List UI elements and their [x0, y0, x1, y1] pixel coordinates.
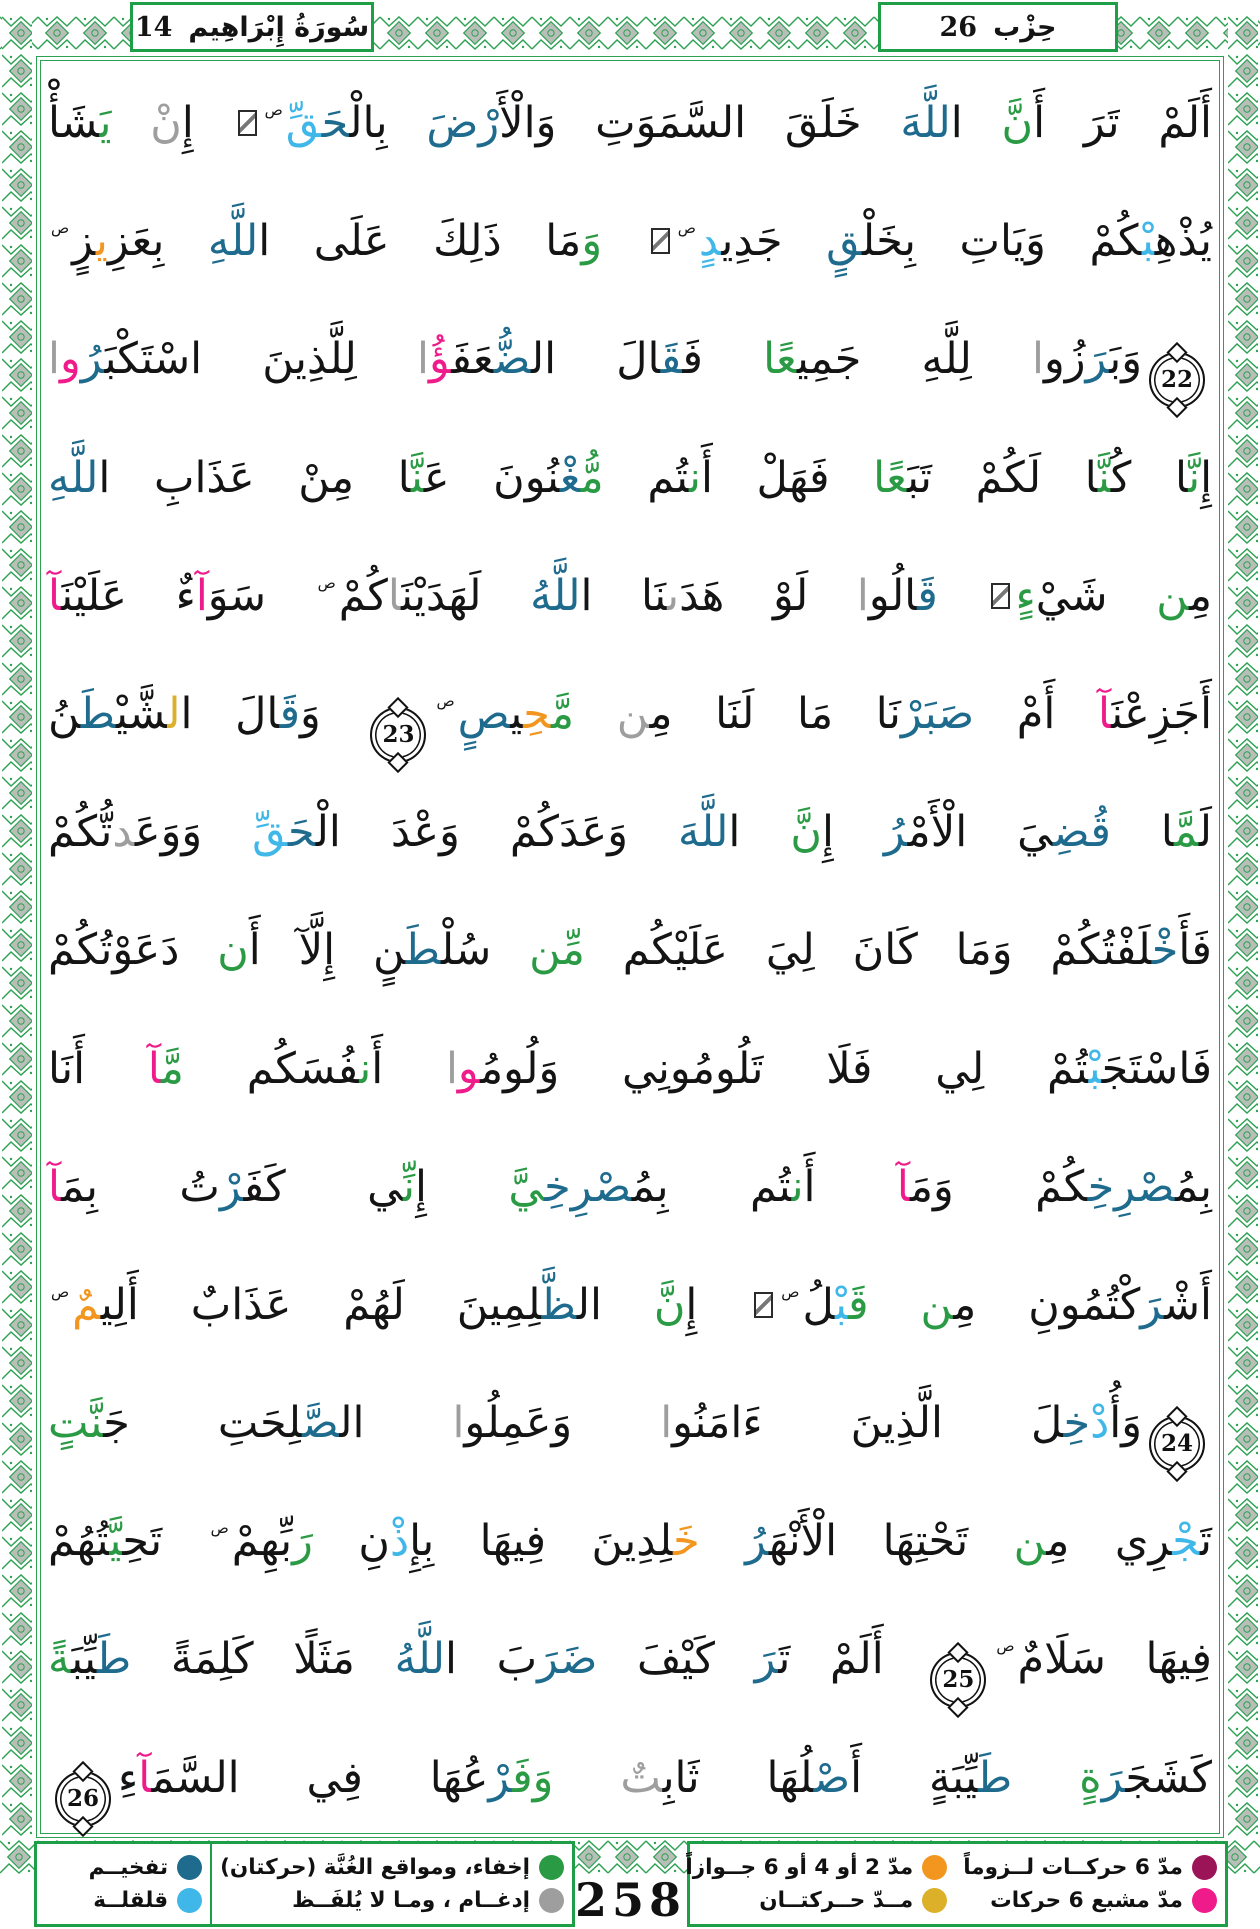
ayah-marker: 26 [55, 1771, 111, 1827]
tajweed-segment: تُم [603, 452, 689, 503]
tajweed-segment: رُ [80, 334, 105, 385]
legend-color-dot-icon [539, 1888, 564, 1913]
ayah-marker: 25 [930, 1652, 986, 1708]
right-border-ornament [1228, 14, 1258, 1876]
tajweed-segment: تٌ [620, 1752, 663, 1803]
tajweed-segment: كُمْ وَيَاتِ بِخَلْ [862, 216, 1142, 267]
tajweed-segment: للَّهُ [530, 570, 581, 621]
tajweed-segment: تُهُمْ [48, 1516, 110, 1567]
legend-item [220, 1888, 564, 1913]
waqf-sign: ص [210, 1519, 229, 1538]
legend-column [955, 1844, 1225, 1924]
tajweed-segment: دٍ [698, 216, 722, 267]
tajweed-segment: رْ [219, 1161, 244, 1212]
hizb-header-box [878, 2, 1118, 52]
tajweed-segment: لِدِينَ فِيهَا بِإِ [409, 1516, 674, 1567]
surah-header-box [130, 2, 374, 52]
tajweed-segment: وَعَمِلُو [464, 1398, 661, 1449]
ayah-marker: 22 [1149, 352, 1205, 408]
tajweed-segment: كُمْ وَمَ [910, 1161, 1088, 1212]
tajweed-segment: آ [1098, 688, 1112, 739]
tajweed-segment: الَ ال [531, 334, 661, 385]
tajweed-segment: ي [95, 216, 108, 267]
tajweed-segment: حِ [523, 688, 552, 739]
verse-separator-icon [754, 1292, 773, 1318]
tajweed-segment: لَفْتُكُمْ وَمَا كَانَ لِيَ عَلَيْكُم [584, 925, 1152, 976]
tajweed-segment: رَ [1140, 1279, 1165, 1330]
mushaf-line [48, 64, 1212, 182]
tajweed-segment: ن [616, 688, 650, 739]
legend-item [89, 1888, 202, 1913]
mushaf-line [48, 1128, 1212, 1246]
waqf-sign: ص [264, 101, 283, 119]
tajweed-segment: وَوَعَ [134, 807, 253, 858]
tajweed-segment: ضُّ [493, 334, 532, 385]
tajweed-segment: رْضَ [426, 98, 500, 148]
tajweed-segment: ن [359, 1043, 372, 1094]
tajweed-segment: ا [48, 334, 60, 385]
tajweed-segment: ا [452, 1398, 465, 1449]
tajweed-segment: رُ [883, 807, 908, 858]
tajweed-segment: مَّ [160, 1043, 184, 1094]
tajweed-segment: عُهَا فِي السَّمَ [151, 1752, 489, 1803]
tajweed-segment: أَمْ [974, 688, 1099, 739]
tajweed-segment: يَّ [508, 1161, 545, 1212]
tajweed-segment: ةً [48, 1634, 72, 1685]
tajweed-segment: إِ [181, 98, 233, 148]
legend-column [81, 1844, 212, 1924]
tajweed-segment: نُونَ عَ [423, 452, 560, 503]
tajweed-segment: ءٌ عَلَيْنَ [61, 570, 196, 621]
tajweed-segment: ءٍ [1015, 570, 1036, 621]
tajweed-segment: للَّهِ [207, 216, 259, 267]
legend-label: مدّ 6 حركــات لــزوماً [963, 1854, 1183, 1880]
legend-column [212, 1844, 572, 1924]
tajweed-segment: رَ [292, 1516, 313, 1567]
tajweed-segment: مِّن [529, 925, 585, 976]
tajweed-segment: يِّبَ [71, 1634, 98, 1685]
tajweed-segment: قَ [917, 570, 938, 621]
surah-title: سُورَةُ إِبْرَاهِيم [188, 11, 370, 43]
tajweed-segment: أَلَمْ تَ [778, 1634, 924, 1685]
tajweed-segment: ا مِنْ عَذَابِ ا [98, 452, 411, 503]
tajweed-segment: ءِ [118, 1752, 139, 1803]
tajweed-segment: إِ [821, 807, 884, 858]
tajweed-segment: بِمُ [1175, 1161, 1212, 1212]
tajweed-segment: خِ [1063, 1398, 1091, 1449]
tajweed-segment: تُمْ لِي فَلَا تَلُومُونِي وَلُومُ [480, 1043, 1089, 1094]
tajweed-segment: آ [48, 570, 62, 621]
tajweed-segment [938, 571, 987, 621]
tajweed-segment: ى [667, 570, 680, 621]
tajweed-segment: ا [660, 1398, 673, 1449]
tajweed-segment: وَأُ [1109, 1398, 1142, 1449]
tajweed-segment: أَشْ [1164, 1279, 1213, 1330]
tajweed-segment: صَّ [302, 1398, 340, 1449]
tajweed-segment: آ [195, 570, 208, 621]
tajweed-segment [111, 98, 150, 148]
tajweed-segment: نَا ا [580, 570, 668, 621]
tajweed-segment: تَحْتِهَا الْأَنْهَ [768, 1516, 1014, 1567]
tajweed-segment: لُ [802, 1279, 836, 1330]
tajweed-segment: فَاسْتَجَ [1101, 1043, 1212, 1094]
mushaf-line [48, 537, 1212, 655]
tajweed-segment: يَ الْأَمْ [907, 807, 1054, 858]
tajweed-segment: ا [1110, 807, 1175, 858]
tajweed-segment: تُّكُمْ [48, 807, 113, 858]
tajweed-segment: نْ [150, 98, 182, 148]
tajweed-segment: ا [417, 334, 429, 385]
tajweed-segment: تَ [1200, 1516, 1212, 1567]
tajweed-segment: لِحَتِ جَ [103, 1398, 303, 1449]
verse-separator-icon [651, 228, 670, 254]
tajweed-segment: مٌ [1017, 1634, 1045, 1685]
mushaf-line [48, 419, 1212, 537]
tajweed-segment: لِلَّهِ جَمِي [796, 334, 1033, 385]
tajweed-segment: ا [1032, 334, 1044, 385]
tajweed-segment: طَ [80, 688, 117, 739]
tajweed-segment: آ [48, 1161, 62, 1212]
tajweed-segment: ا [445, 1043, 458, 1094]
tajweed-segment: تُم بِمُ [631, 1161, 792, 1212]
tajweed-segment: وَعَدَكُمْ وَعْدَ الْ [315, 807, 678, 858]
tajweed-segment: د [112, 807, 135, 858]
tajweed-segment: آ [138, 1752, 152, 1803]
tajweed-segment: فَ [682, 334, 764, 385]
mushaf-line [48, 1600, 1212, 1718]
waqf-sign: ص [996, 1637, 1015, 1656]
tajweed-segment: فَهَلْ أَ [700, 452, 874, 503]
tajweed-segment: بَ ا [444, 1634, 538, 1685]
tajweed-segment: رِي مِ [1046, 1516, 1173, 1567]
tajweed-segment: زُو [1044, 334, 1086, 385]
tajweed-segment: ا [387, 570, 401, 621]
tajweed-segment: ا [728, 807, 791, 858]
tajweed-segment: رَ [1101, 1752, 1126, 1803]
tajweed-segment: فِيهَا سَلَ [1044, 1634, 1212, 1685]
tajweed-segment: شَيْ [1035, 570, 1157, 621]
text-area [48, 64, 1212, 1838]
tajweed-segment: ةٍ [1079, 1752, 1102, 1803]
mushaf-line [48, 182, 1212, 300]
mushaf-line [48, 1482, 1212, 1600]
ayah-marker: 23 [370, 707, 426, 763]
tajweed-segment: نَّ [790, 807, 822, 858]
tajweed-segment: نَّ [410, 452, 424, 503]
mushaf-line [48, 891, 1212, 1009]
tajweed-segment: ظَّ [541, 1279, 577, 1330]
tajweed-segment: ن [1013, 1516, 1047, 1567]
tajweed-segment: وَ [300, 688, 364, 739]
mushaf-line [48, 1364, 1212, 1482]
legend-color-dot-icon [922, 1855, 947, 1880]
hizb-number: 26 [939, 11, 978, 43]
tajweed-segment: خَ [673, 1516, 700, 1567]
tajweed-segment: يُذْهِ [1154, 216, 1213, 267]
tajweed-segment: لَ [1198, 807, 1212, 858]
tajweed-segment: لِمِينَ لَهُمْ عَذَابٌ أَلِي [100, 1279, 542, 1330]
tajweed-segment: بْ [1088, 1043, 1102, 1094]
tajweed-segment [869, 1280, 921, 1330]
legend-item [963, 1855, 1217, 1880]
tajweed-segment: زٍ [72, 216, 96, 267]
legend-box-letters [34, 1841, 575, 1927]
tajweed-segment: كَشَجَ [1125, 1752, 1212, 1803]
tajweed-segment: ن [688, 452, 701, 503]
legend-color-dot-icon [1192, 1888, 1217, 1913]
tajweed-segment: صْرِخِ [1087, 1161, 1176, 1212]
legend-item [685, 1855, 947, 1880]
tajweed-segment: رَ [754, 1634, 779, 1685]
tajweed-segment: آ [896, 1161, 910, 1212]
legend-label: مدّ مشبع 6 حركات [990, 1888, 1183, 1914]
tajweed-segment [574, 689, 617, 739]
tajweed-segment: ن [920, 1279, 954, 1330]
tajweed-segment: ال [339, 1398, 453, 1449]
tajweed-segment: آ [147, 1043, 161, 1094]
mushaf-line [48, 773, 1212, 891]
legend-label: قلقلــة [93, 1888, 169, 1914]
tajweed-segment: وَفَ [512, 1752, 554, 1803]
tajweed-segment: خْ [1151, 925, 1179, 976]
tajweed-segment [553, 1753, 620, 1803]
tajweed-segment: للَّهُ [394, 1634, 445, 1685]
tajweed-segment: الُو [868, 570, 918, 621]
legend-item [220, 1855, 564, 1880]
tajweed-segment: مُّ [580, 452, 604, 503]
legend-item [685, 1888, 947, 1913]
tajweed-segment: قَ [660, 334, 683, 385]
tajweed-segment: نَا مَا لَنَا مِ [649, 688, 901, 739]
tajweed-segment: أَ [248, 925, 299, 976]
tajweed-segment: شَأْ [48, 98, 100, 148]
legend-color-dot-icon [177, 1855, 202, 1880]
legend-item [963, 1888, 1217, 1913]
page-number: 258 [575, 1873, 687, 1927]
legend-label: مــدّ حــركتــان [759, 1888, 914, 1914]
tajweed-segment: ن [217, 925, 249, 976]
tajweed-segment: للَّهِ [48, 452, 99, 503]
tajweed-segment: قِّ [252, 807, 289, 858]
tajweed-segment: أَنَا [48, 1043, 148, 1094]
tajweed-segment: مٌ [72, 1279, 101, 1330]
tajweed-segment: بِالْ [349, 98, 427, 148]
tajweed-segment: و [457, 1043, 481, 1094]
tajweed-segment: جَدِي [721, 216, 827, 267]
tajweed-segment: مَّ [1174, 807, 1199, 858]
tajweed-segment: بْ [835, 1279, 848, 1330]
legend-label: إخفاء، ومواقع الغُنَّة (حركتان) [220, 1854, 530, 1880]
tajweed-segment: فَأَ [1178, 925, 1212, 976]
tajweed-segment: جْ [1172, 1516, 1201, 1567]
tajweed-segment: لِلَّذِينَ اسْتَكْبَ [104, 334, 418, 385]
tajweed-segment: نَّ [1097, 452, 1111, 503]
tajweed-segment: بِعَزِ [107, 216, 208, 267]
tajweed-segment [602, 216, 646, 266]
tajweed-segment: لَ الَّذِينَ ءَامَنُو [672, 1398, 1064, 1449]
tajweed-segment: يَّ [109, 1516, 123, 1567]
tajweed-segment: قِّ [285, 98, 322, 148]
tajweed-segment: مَا ذَلِكَ عَلَى ا [258, 216, 582, 267]
tajweed-segment: نَّ [653, 1279, 686, 1330]
tajweed-segment: دَعَوْتُكُمْ [48, 925, 218, 976]
tajweed-segment: ا كُ [1110, 452, 1189, 503]
tajweed-segment: مِ [1188, 570, 1212, 621]
tajweed-segment: ا [950, 98, 1002, 148]
tajweed-segment: عًا [873, 452, 908, 503]
tajweed-segment: نَّ [1188, 452, 1201, 503]
tajweed-segment: تَحِ [122, 1516, 208, 1567]
tajweed-segment: نَّتٍ [48, 1398, 104, 1449]
tajweed-segment: ل [167, 688, 181, 739]
tajweed-segment: مَثَلً [293, 1634, 395, 1685]
tajweed-segment [1012, 1753, 1079, 1803]
tajweed-segment: رَ [1085, 334, 1110, 385]
surah-number: 14 [134, 11, 173, 43]
tajweed-segment: شَّيْ [116, 688, 168, 739]
tajweed-segment: طَ [978, 1752, 1013, 1803]
tajweed-segment: كَيْفَ [597, 1634, 755, 1685]
waqf-sign: ص [317, 573, 336, 592]
tajweed-segment: حَ [321, 98, 350, 148]
tajweed-segment: سَوَ [207, 570, 315, 621]
tajweed-segment: خَلَقَ السَّمَوَتِ وَالْأَ [499, 98, 901, 148]
tajweed-segment: بِّهِمْ [231, 1516, 293, 1567]
legend-label: تفخيــم [88, 1854, 169, 1880]
tajweed-segment: أَ [803, 1161, 897, 1212]
tajweed-segment: ضَرَ [537, 1634, 598, 1685]
ayah-marker: 24 [1149, 1416, 1205, 1472]
tajweed-segment: ذْ [389, 1516, 410, 1567]
tajweed-segment: يَ [99, 98, 112, 148]
tajweed-segment: قٍ [826, 216, 862, 267]
tajweed-segment: للَّهَ [677, 807, 729, 858]
waqf-sign: ص [677, 219, 696, 238]
tajweed-segment: إِ [685, 1279, 750, 1330]
tajweed-segment [700, 1516, 745, 1566]
tajweed-segment: ي كَفَ [243, 1161, 403, 1212]
legend-label: إدغــام ، ومـا لا يُلفَــظ [292, 1888, 530, 1914]
legend-color-dot-icon [539, 1855, 564, 1880]
tajweed-segment: سُلْ [440, 925, 530, 976]
tajweed-segment: لَوْ هَدَ [679, 570, 857, 621]
waqf-sign: ص [51, 1282, 70, 1301]
legend-item [89, 1855, 202, 1880]
left-border-ornament [2, 14, 32, 1876]
mushaf-line [48, 300, 1212, 418]
mushaf-line [48, 1246, 1212, 1364]
tajweed-segment: صْ [813, 1752, 851, 1803]
tajweed-segment: طَ [97, 1634, 132, 1685]
tajweed-segment: ن [1156, 570, 1189, 621]
tajweed-segment: طَ [405, 925, 441, 976]
tajweed-segment: وَ [581, 216, 603, 267]
mushaf-line [48, 1719, 1212, 1837]
tajweed-segment: ي [510, 688, 524, 739]
tajweed-segment: للَّهَ [900, 98, 951, 148]
tajweed-segment: قَ [279, 688, 300, 739]
waqf-sign: ص [781, 1282, 800, 1301]
tajweed-segment: وَبَ [1109, 334, 1142, 385]
tajweed-segment: أَجَزِعْنَ [1111, 688, 1213, 739]
tajweed-segment: قُضِ [1053, 807, 1111, 858]
tajweed-segment: حَ [288, 807, 316, 858]
tajweed-segment: نُ [48, 688, 81, 739]
tajweed-segment: ا [856, 570, 869, 621]
tajweed-segment: لَهَدَيْنَ [400, 570, 531, 621]
tajweed-segment: ال [576, 1279, 654, 1330]
tajweed-segment: فُسَكُم [183, 1043, 360, 1094]
legend-label: مدّ 2 أو 4 أو 6 جــوازاً [685, 1854, 914, 1880]
tajweed-segment: رْ [488, 1752, 513, 1803]
legend-color-dot-icon [922, 1888, 947, 1913]
tajweed-segment: أَ [371, 1043, 446, 1094]
tajweed-segment: صَبَرْ [900, 688, 975, 739]
tajweed-segment: نِّ [403, 1161, 415, 1212]
tajweed-segment: الَ ا [180, 688, 280, 739]
legend-box-madd [687, 1841, 1228, 1927]
legend-color-dot-icon [1192, 1855, 1217, 1880]
tajweed-segment: عًا [763, 334, 797, 385]
hizb-label: حِزْب [993, 11, 1057, 43]
tajweed-segment: نٍ إِلَّ [298, 925, 406, 976]
tajweed-segment: رُ [745, 1516, 769, 1567]
mushaf-line [48, 655, 1212, 773]
tajweed-segment: صٍ [457, 688, 511, 739]
tajweed-segment: عَفَ [451, 334, 494, 385]
waqf-sign: ص [436, 691, 455, 710]
tajweed-segment: يِّبَةٍ أَ [850, 1752, 979, 1803]
tajweed-segment: غْ [559, 452, 581, 503]
tajweed-segment: كُمْ [338, 570, 388, 621]
waqf-sign: ص [51, 219, 70, 238]
legend-column [677, 1844, 955, 1924]
legend-color-dot-icon [177, 1888, 202, 1913]
tajweed-segment: صْرِخِ [544, 1161, 632, 1212]
tajweed-segment: نِ [312, 1516, 390, 1567]
tajweed-segment: إِ [1200, 452, 1213, 503]
tajweed-segment: تُ بِمَ [61, 1161, 220, 1212]
tajweed-segment: دْ [1090, 1398, 1110, 1449]
verse-separator-icon [991, 583, 1010, 609]
tajweed-segment: نَّ [1001, 98, 1034, 148]
tajweed-segment: كْتُمُونِ مِ [953, 1279, 1141, 1330]
verse-separator-icon [238, 110, 257, 136]
tajweed-segment: ن [791, 1161, 804, 1212]
tajweed-segment: لُهَا ثَابِ [662, 1752, 814, 1803]
mushaf-line [48, 1010, 1212, 1128]
tajweed-segment: إِ [414, 1161, 509, 1212]
tajweed-segment: كَلِمَةً [131, 1634, 294, 1685]
tajweed-segment: مَّ [551, 688, 575, 739]
tajweed-segment: ؤُ [429, 334, 452, 385]
tajweed-segment: بْ [1141, 216, 1155, 267]
tajweed-segment: أَلَمْ تَرَ أَ [1033, 98, 1212, 148]
tajweed-segment: و [59, 334, 81, 385]
tajweed-segment: ا لَكُمْ تَبَ [907, 452, 1098, 503]
tajweed-segment: قَ [848, 1279, 869, 1330]
